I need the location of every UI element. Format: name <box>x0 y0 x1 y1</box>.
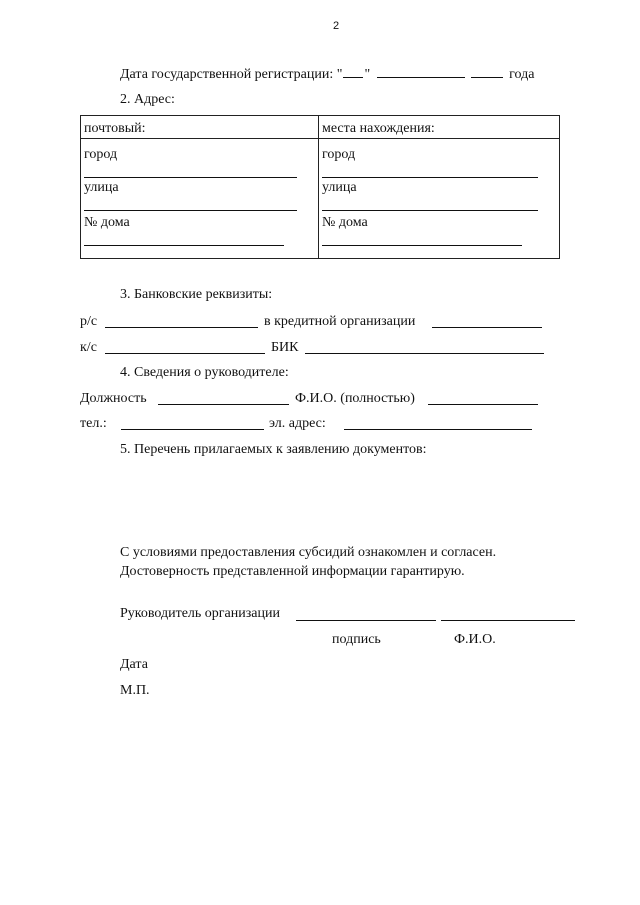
address-heading: 2. Адрес: <box>120 92 175 107</box>
postal-city-field[interactable] <box>84 177 297 178</box>
registration-label: Дата государственной регистрации: " <box>120 67 343 82</box>
postal-street-field[interactable] <box>84 210 297 211</box>
position-label: Должность <box>80 391 147 406</box>
postal-house-label: № дома <box>84 215 130 231</box>
bik-field[interactable] <box>305 353 544 354</box>
phone-label: тел.: <box>80 416 107 431</box>
location-house-label: № дома <box>322 215 368 231</box>
signature-field[interactable] <box>296 620 436 621</box>
day-field[interactable] <box>343 65 363 78</box>
address-table <box>80 115 560 259</box>
credit-org-label: в кредитной организации <box>264 314 416 329</box>
location-street-label: улица <box>322 180 357 196</box>
year-field[interactable] <box>471 65 503 78</box>
bik-label: БИК <box>271 340 299 355</box>
email-field[interactable] <box>344 429 532 430</box>
agreement-line-2: Достоверность представленной информации гарантирую. <box>120 564 465 579</box>
registration-date-line <box>120 65 534 83</box>
location-address-header: места нахождения: <box>322 121 435 136</box>
position-field[interactable] <box>158 404 289 405</box>
rs-field[interactable] <box>105 327 258 328</box>
year-suffix: года <box>509 67 535 82</box>
page-number: 2 <box>333 20 340 32</box>
credit-org-field[interactable] <box>432 327 542 328</box>
date-label: Дата <box>120 657 148 672</box>
head-heading: 4. Сведения о руководителе: <box>120 365 289 380</box>
signature-caption: подпись <box>332 632 381 647</box>
month-field[interactable] <box>377 65 465 78</box>
rs-label: р/с <box>80 314 98 329</box>
signature-fio-field[interactable] <box>441 620 575 621</box>
email-label: эл. адрес: <box>269 416 326 431</box>
documents-heading: 5. Перечень прилагаемых к заявлению документов: <box>120 442 427 457</box>
location-city-label: город <box>322 147 356 163</box>
location-city-field[interactable] <box>322 177 538 178</box>
location-address-fields <box>319 139 559 256</box>
stamp-label: М.П. <box>120 683 150 698</box>
postal-city-label: город <box>84 147 118 163</box>
ks-label: к/с <box>80 340 97 355</box>
location-house-field[interactable] <box>322 245 522 246</box>
fio-caption: Ф.И.О. <box>454 632 496 647</box>
fio-full-field[interactable] <box>428 404 538 405</box>
postal-house-field[interactable] <box>84 245 284 246</box>
location-street-field[interactable] <box>322 210 538 211</box>
agreement-line-1: С условиями предоставления субсидий ознакомлен и согласен. <box>120 545 497 560</box>
phone-field[interactable] <box>121 429 264 430</box>
signature-label: Руководитель организации <box>120 606 280 621</box>
fio-full-label: Ф.И.О. (полностью) <box>295 391 415 406</box>
postal-street-label: улица <box>84 180 119 196</box>
registration-quote: " <box>364 67 371 82</box>
postal-address-fields <box>81 139 318 256</box>
bank-heading: 3. Банковские реквизиты: <box>120 287 273 302</box>
postal-address-header: почтовый: <box>84 121 146 136</box>
ks-field[interactable] <box>105 353 265 354</box>
